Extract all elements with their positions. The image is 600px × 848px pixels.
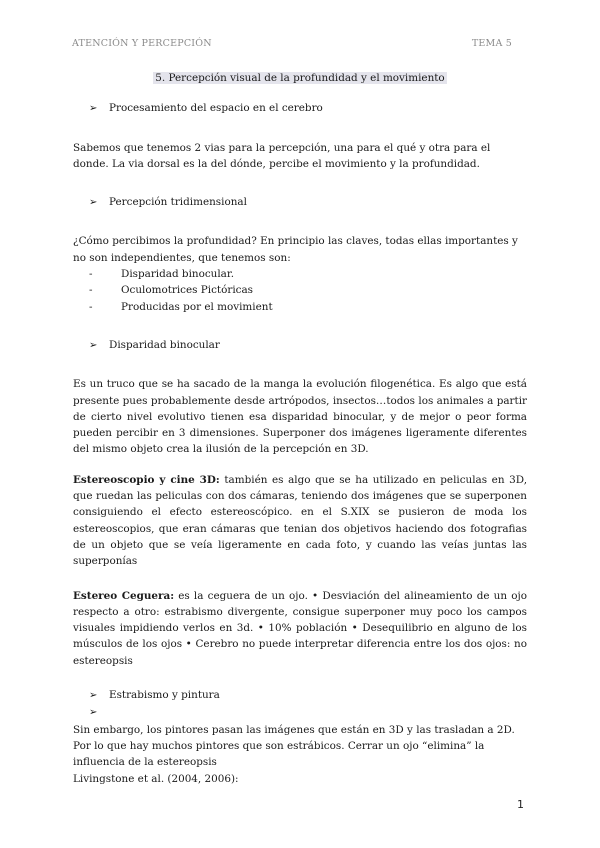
- bullet-heading-strabismus: [89, 687, 527, 704]
- bullet-text: Percepción tridimensional: [109, 196, 247, 209]
- header-course-title: ATENCIÓN Y PERCEPCIÓN: [72, 38, 212, 49]
- arrow-bullet-icon: ➢: [89, 103, 98, 115]
- bullet-text: Estrabismo y pintura: [109, 689, 220, 702]
- bullet-text: Procesamiento del espacio en el cerebro: [109, 102, 323, 115]
- document-body: [73, 70, 527, 787]
- bullet-text: Disparidad binocular: [109, 338, 220, 351]
- section-title: 5. Percepción visual de la profundidad y el movimiento: [155, 72, 445, 84]
- arrow-bullet-icon: ➢: [89, 197, 98, 209]
- list-item: - Oculomotrices Pictóricas: [89, 284, 253, 297]
- section-title-wrap: [73, 70, 527, 86]
- paragraph-pathways: Sabemos que tenemos 2 vias para la percepción, una para el qué y otra para el donde. La via dorsal es la del dónde, percibe el movimiento y la profundidad.: [73, 141, 491, 170]
- bold-term: Estereoscopio y cine 3D:: [73, 473, 220, 486]
- list-item: - Producidas por el movimient: [89, 300, 273, 313]
- arrow-bullet-icon: ➢: [89, 339, 98, 351]
- page-header: [72, 38, 528, 52]
- paragraph-citation: Livingstone et al. (2004, 2006):: [73, 772, 239, 785]
- paragraph-stereo-blindness: Estereo Ceguera: es la ceguera de un ojo. • Desviación del alineamiento de un ojo respecto a otro: estrabismo divergente, consigue superponer muy poco los campos visuales impidiendo verlos en 3d. • 10% población • Desequilibrio en alguno de los músculos de los ojos • Cerebro no puede interpretar diferencia entre los dos ojos: no estereopsis: [73, 589, 527, 667]
- arrow-bullet-icon: ➢: [89, 690, 98, 702]
- bullet-heading-binocular: [89, 337, 527, 354]
- bullet-heading-3d-perception: [89, 194, 527, 211]
- page-number: 1: [517, 798, 524, 811]
- bullet-empty: [89, 704, 527, 721]
- paragraph-stereoscope: Estereoscopio y cine 3D: también es algo que se ha utilizado en peliculas en 3D, que ruedan las peliculas con dos cámaras, teniendo dos imágenes que se superponen consiguiendo el efecto estereoscópico. en el S.XIX se pusieron de moda los estereoscopios, que eran cámaras que tenian dos objetivos haciendo dos fotografias de un objeto que se veía ligeramente en cada foto, y cuando las veías juntas las superponías: [73, 473, 527, 568]
- bold-term: Estereo Ceguera:: [73, 589, 175, 602]
- header-topic-label: TEMA 5: [471, 38, 512, 49]
- depth-cues-list: [73, 266, 527, 315]
- paragraph-depth-cues: ¿Cómo percibimos la profundidad? En principio las claves, todas ellas importantes y no son independientes, que tenemos son:: [73, 235, 518, 264]
- paragraph-painters: Sin embargo, los pintores pasan las imágenes que están en 3D y las trasladan a 2D. Por lo que hay muchos pintores que son estrábicos. Cerrar un ojo “elimina” la influencia de la estereopsis: [73, 723, 515, 769]
- paragraph-binocular: Es un truco que se ha sacado de la manga la evolución filogenética. Es algo que está presente pues probablemente desde artrópodos, insectos…todos los animales a partir de cierto nivel evolutivo tienen esa disparidad binocular, y de mejor o peor forma pueden percibir en 3 dimensiones. Superponer dos imágenes ligeramente diferentes del mismo objeto crea la ilusión de la percepción en 3D.: [73, 378, 527, 456]
- list-item: - Disparidad binocular.: [89, 268, 235, 281]
- arrow-bullet-icon: ➢: [89, 707, 98, 719]
- bullet-heading-brain-space: [89, 100, 527, 117]
